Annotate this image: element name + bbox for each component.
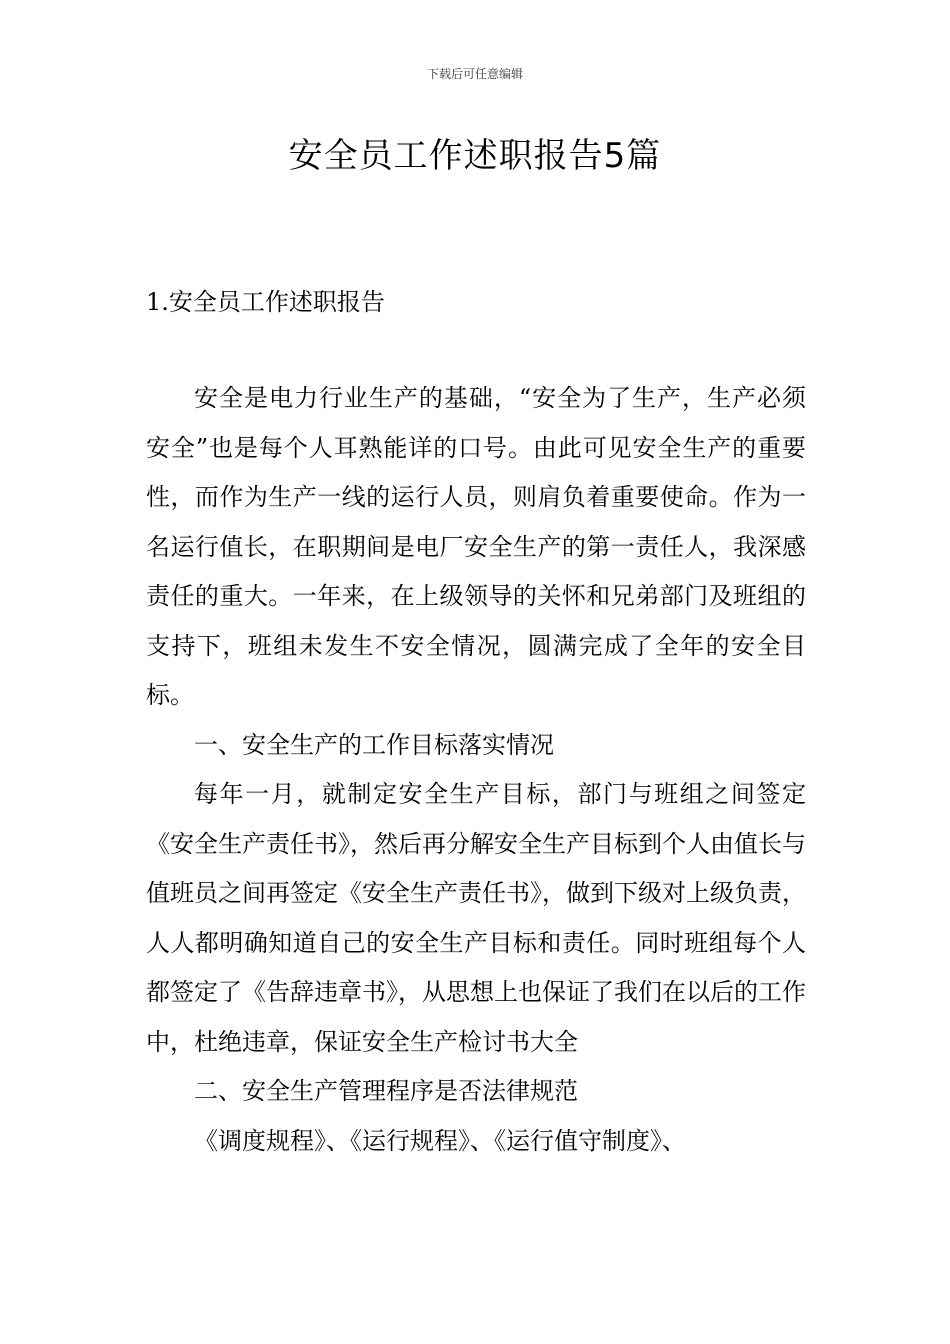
header-note: 下载后可任意编辑	[426, 67, 523, 81]
section-heading: 1.安全员工作述职报告	[146, 288, 385, 316]
paragraph-intro: 安全是电力行业生产的基础，“安全为了生产，生产必须安全”也是每个人耳熟能详的口号。由此可见安全生产的重要性，而作为生产一线的运行人员，则肩负着重要使命。作为一名运行值长，在职期间是电厂安全生产的第一责任人，我深感责任的重大。一年来，在上级领导的关怀和兄弟部门及班组的支持下，班组未发生不安全情况，圆满完成了全年的安全目标。	[146, 384, 806, 709]
subheading-goals: 一、安全生产的工作目标落实情况	[194, 730, 554, 759]
paragraph-goals: 每年一月，就制定安全生产目标，部门与班组之间签定《安全生产责任书》，然后再分解安全生产目标到个人由值长与值班员之间再签定《安全生产责任书》，做到下级对上级负责，人人都明确知道自己的安全生产目标和责任。同时班组每个人都签定了《告辞违章书》，从思想上也保证了我们在以后的工作中，杜绝违章，保证安全生产检讨书大全	[146, 780, 806, 1056]
subheading-procedures: 二、安全生产管理程序是否法律规范	[194, 1077, 578, 1105]
paragraph-procedures: 《调度规程》、《运行规程》、《运行值守制度》、	[194, 1126, 686, 1155]
document-title: 安全员工作述职报告5篇	[288, 136, 662, 176]
body-text	[146, 374, 806, 1166]
